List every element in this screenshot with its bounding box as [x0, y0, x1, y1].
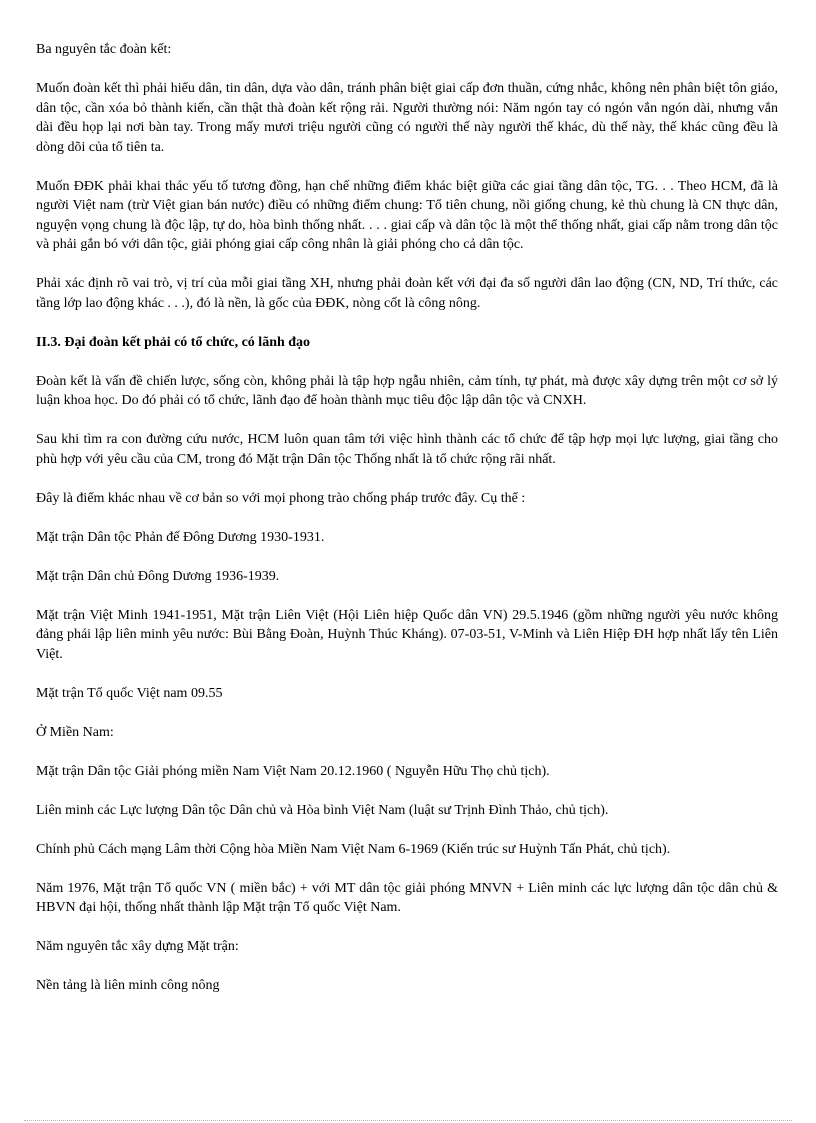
paragraph-1976-unification: Năm 1976, Mặt trận Tổ quốc VN ( miền bắc) + với MT dân tộc giải phóng MNVN + Liên minh các lực lượng dân tộc dân chủ & HBVN đại hội, thống nhất thành lập Mặt trận Tổ quốc Việt Nam. [36, 880, 778, 915]
paragraph-five-principles: Năm nguyên tắc xây dựng Mặt trận: [36, 939, 239, 954]
paragraph-strategy: Đoàn kết là vấn đề chiến lược, sống còn, không phải là tập hợp ngẫu nhiên, cảm tính, tự phát, mà được xây dựng trên một cơ sở lý luận khoa học. Do đó phải có tổ chức, lãnh đạo để hoàn thành mục tiêu độc lập dân tộc và CNXH. [36, 373, 778, 408]
subheading-south: Ở Miền Nam: [36, 724, 114, 740]
list-item-alliance: Liên minh các Lực lượng Dân tộc Dân chủ và Hòa bình Việt Nam (luật sư Trịnh Đình Thảo, chủ tịch). [36, 802, 609, 818]
paragraph-principles-intro: Ba nguyên tắc đoàn kết: [36, 42, 172, 57]
paragraph-common-factors: Muốn ĐĐK phải khai thác yếu tố tương đồng, hạn chế những điểm khác biệt giữa các giai tầng dân tộc, TG. . . Theo HCM, đã là người Việt nam (trừ Việt gian bán nước) điều có những điểm chung: Tổ tiên chung, nồi giống chung, kẻ thù chung là CN thực dân, nguyện vọng chung là độc lập, tự do, hòa bình thống nhất. . . . giai cấp và dân tộc là một thể thống nhất, giai cấp nằm trong dân tộc và phải gắn bó với dân tộc, giải phóng giai cấp công nhân là giải phóng cho cả dân tộc. [36, 178, 778, 252]
list-item-front-1930: Mặt trận Dân tộc Phản đế Đông Dương 1930-1931. [36, 529, 325, 545]
list-item-front-1936: Mặt trận Dân chủ Đông Dương 1936-1939. [36, 568, 280, 584]
paragraph-organizations: Sau khi tìm ra con đường cứu nước, HCM luôn quan tâm tới việc hình thành các tổ chức để tập hợp mọi lực lượng, giai tầng cho phù hợp với yêu cầu của CM, trong đó Mặt trận Dân tộc Thống nhất là tổ chức rộng rãi nhất. [36, 432, 778, 467]
document-body [36, 40, 778, 1015]
paragraph-understand-people: Muốn đoàn kết thì phải hiểu dân, tin dân, dựa vào dân, tránh phân biệt giai cấp đơn thuần, cứng nhắc, không nên phân biệt tôn giáo, dân tộc, cần xóa bỏ thành kiến, cần thật thà đoàn kết rộng rải. Người thường nói: Năm ngón tay có ngón vắn ngón dài, nhưng vắn dài đều họp lại nơi bàn tay. Trong mấy mươi triệu người cũng có người thế này người thế khác, dù thế này, thế khác cũng đều là dòng dõi của tổ tiên ta. [36, 81, 778, 155]
paragraph-social-strata: Phải xác định rõ vai trò, vị trí của mỗi giai tầng XH, nhưng phải đoàn kết với đại đa số người dân lao động (CN, ND, Trí thức, các tầng lớp lao động khác . . .), đó là nền, là gốc của ĐĐK, nòng cốt là công nông. [36, 276, 778, 311]
paragraph-foundation: Nền tảng là liên minh công nông [36, 978, 220, 993]
page-bottom-divider [24, 1120, 792, 1121]
list-item-fatherland-front: Mặt trận Tổ quốc Việt nam 09.55 [36, 685, 223, 701]
paragraph-difference: Đây là điểm khác nhau về cơ bản so với mọi phong trào chống pháp trước đây. Cụ thể : [36, 490, 526, 506]
section-heading-ii-3: II.3. Đại đoàn kết phải có tổ chức, có lãnh đạo [36, 334, 311, 350]
list-item-liberation-front: Mặt trận Dân tộc Giải phóng miền Nam Việt Nam 20.12.1960 ( Nguyễn Hữu Thọ chủ tịch). [36, 763, 550, 779]
list-item-provisional-government: Chính phủ Cách mạng Lâm thời Cộng hòa Miền Nam Việt Nam 6-1969 (Kiến trúc sư Huỳnh Tấn Phát, chủ tịch). [36, 841, 671, 857]
list-item-viet-minh: Mặt trận Việt Minh 1941-1951, Mặt trận Liên Việt (Hội Liên hiệp Quốc dân VN) 29.5.1946 (gồm những người yêu nước không đảng phái lập liên minh yêu nước: Bùi Bằng Đoàn, Huỳnh Thúc Kháng). 07-03-51, V-Minh và Liên Hiệp ĐH hợp nhất lấy tên Liên Việt. [36, 607, 778, 662]
